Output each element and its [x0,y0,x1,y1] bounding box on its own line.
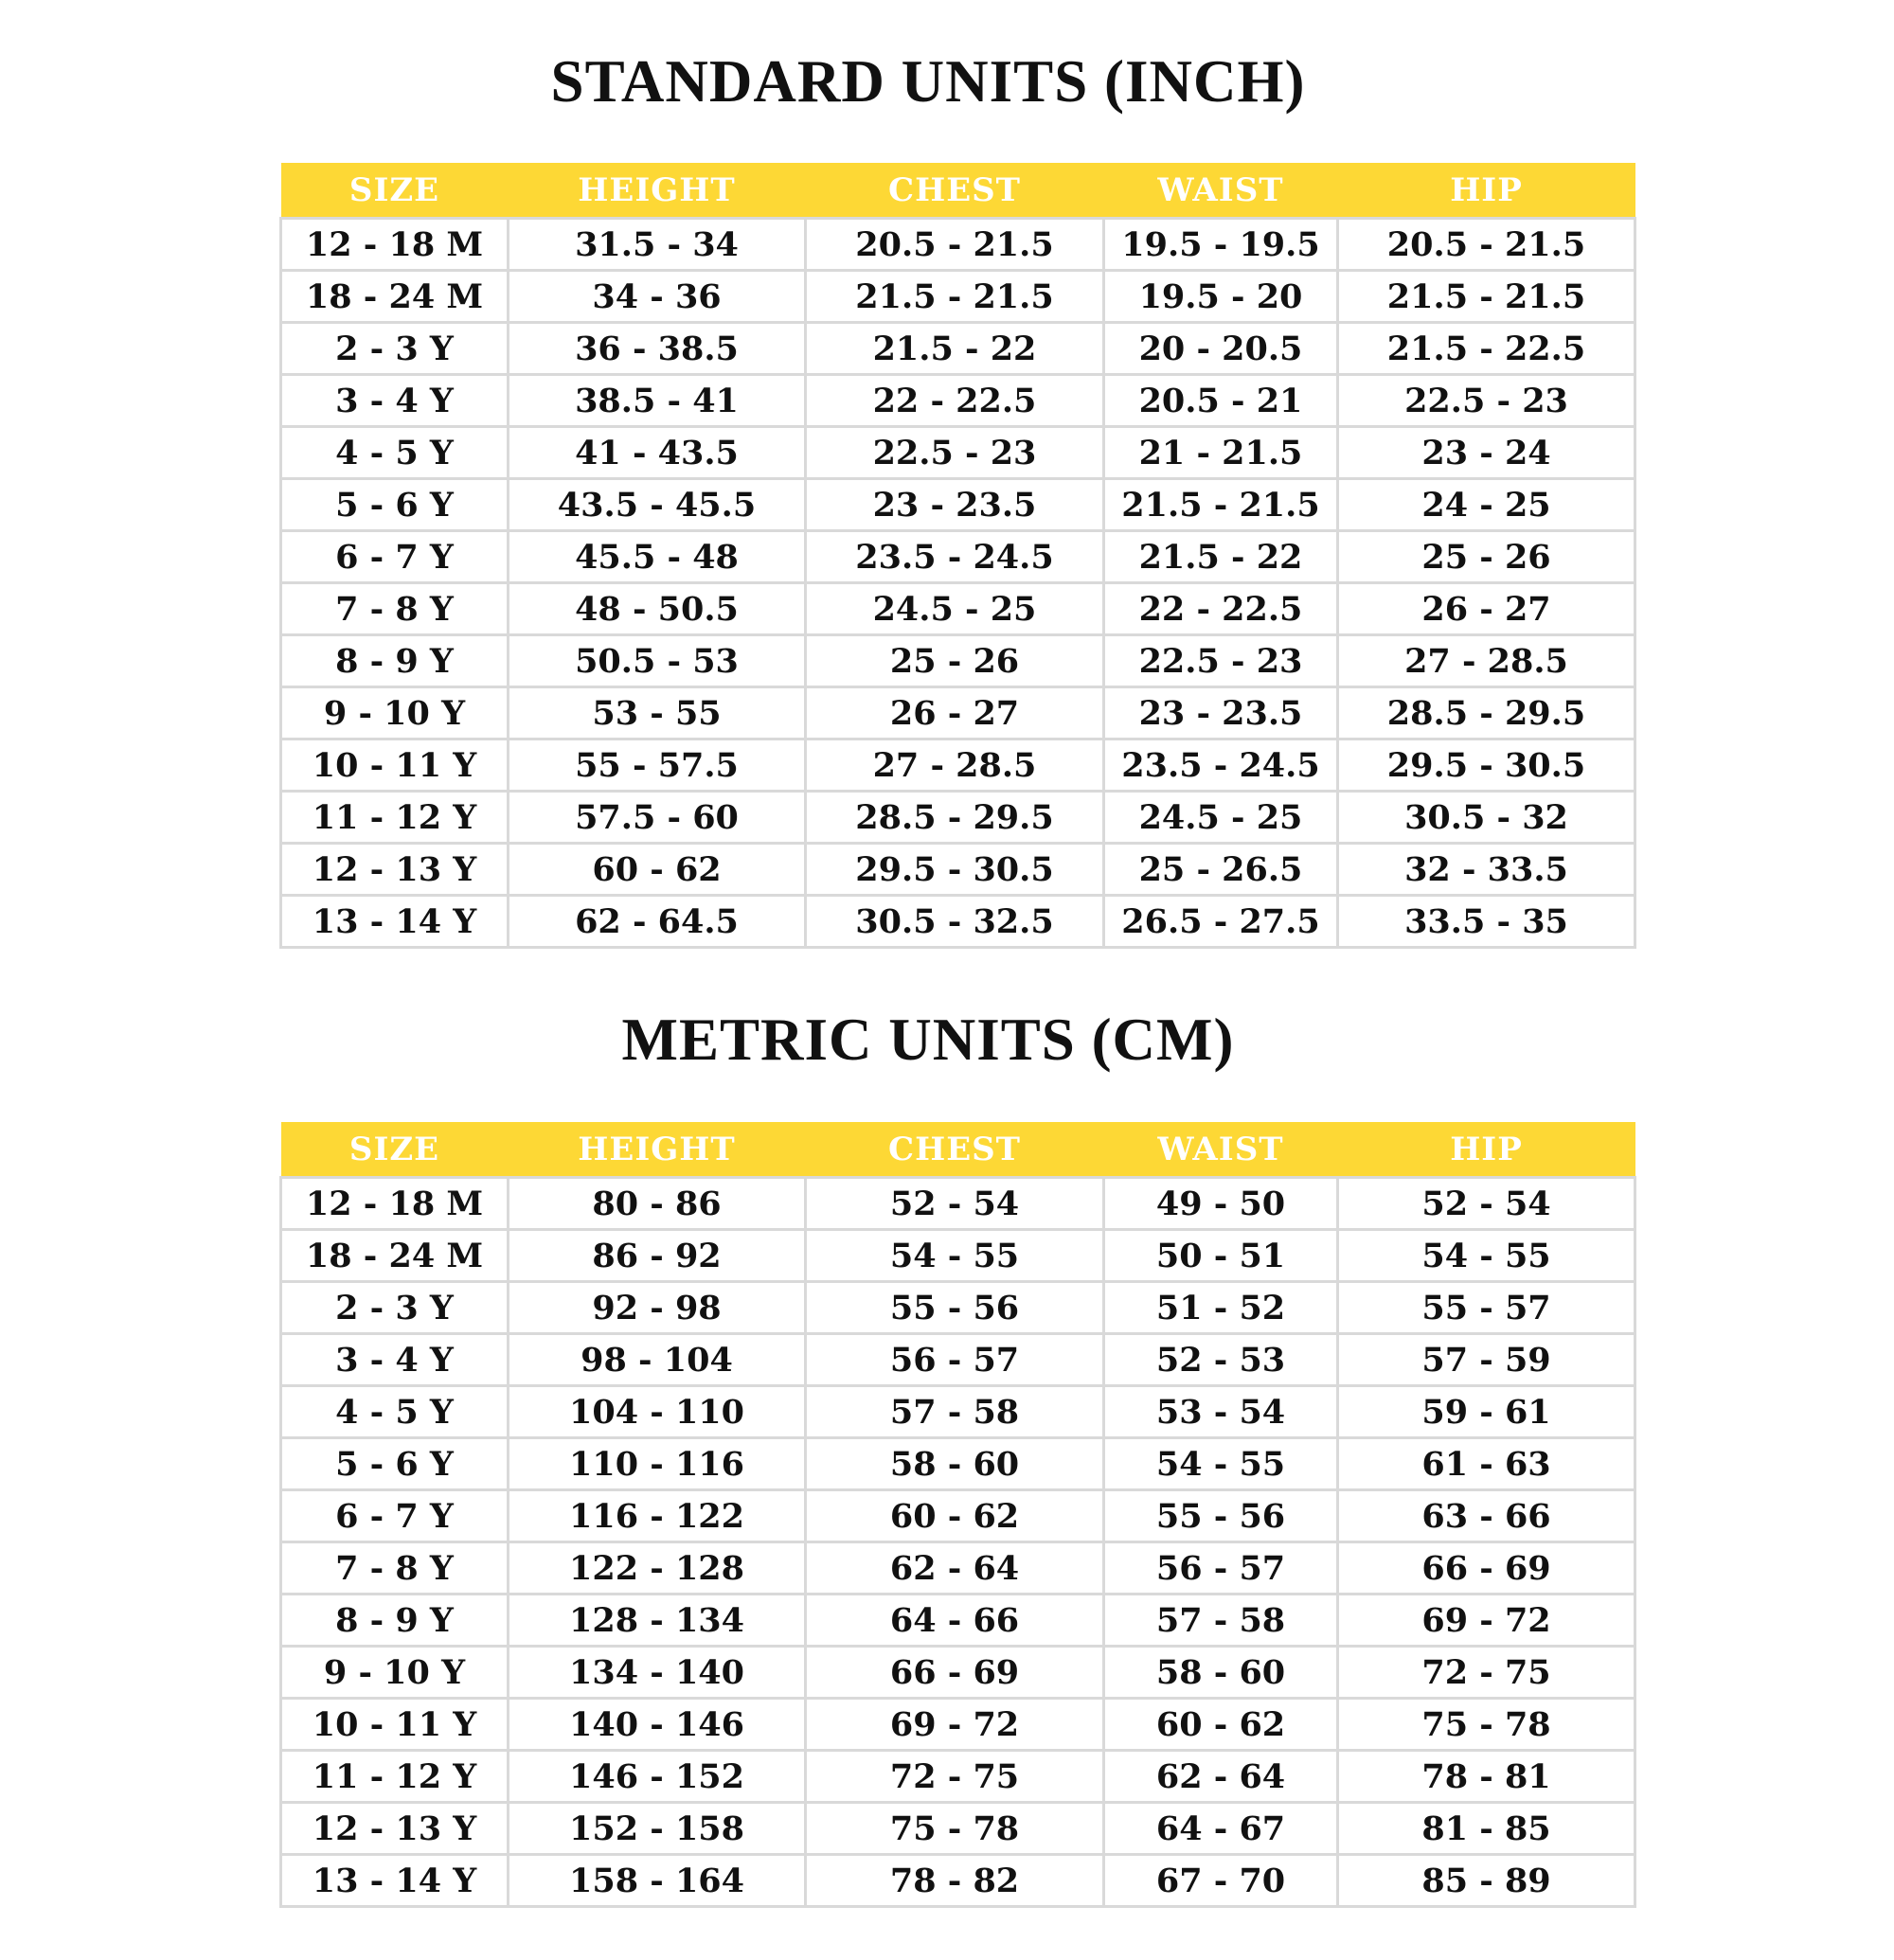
cell-waist: 64 - 67 [1104,1803,1338,1855]
cell-hip: 66 - 69 [1338,1542,1635,1595]
cell-size: 5 - 6 Y [281,479,509,531]
cell-chest: 21.5 - 22 [806,323,1104,375]
cell-height: 34 - 36 [509,271,806,323]
table-row [281,219,1635,271]
cell-size: 12 - 13 Y [281,844,509,896]
cell-hip: 57 - 59 [1338,1334,1635,1386]
cell-height: 128 - 134 [509,1595,806,1647]
cell-waist: 20.5 - 21 [1104,375,1338,427]
cell-waist: 49 - 50 [1104,1178,1338,1230]
table-row [281,687,1635,739]
table-row [281,531,1635,583]
metric-table-body [281,1178,1635,1907]
column-header-height: HEIGHT [509,163,806,219]
cell-chest: 66 - 69 [806,1647,1104,1699]
cell-hip: 69 - 72 [1338,1595,1635,1647]
cell-height: 38.5 - 41 [509,375,806,427]
cell-waist: 60 - 62 [1104,1699,1338,1751]
cell-height: 53 - 55 [509,687,806,739]
cell-size: 13 - 14 Y [281,896,509,948]
cell-height: 45.5 - 48 [509,531,806,583]
cell-size: 6 - 7 Y [281,1490,509,1542]
cell-waist: 19.5 - 20 [1104,271,1338,323]
cell-chest: 26 - 27 [806,687,1104,739]
cell-hip: 54 - 55 [1338,1230,1635,1282]
cell-hip: 22.5 - 23 [1338,375,1635,427]
cell-size: 2 - 3 Y [281,323,509,375]
cell-size: 12 - 13 Y [281,1803,509,1855]
cell-size: 12 - 18 M [281,219,509,271]
table-row [281,1542,1635,1595]
cell-size: 9 - 10 Y [281,1647,509,1699]
cell-hip: 21.5 - 22.5 [1338,323,1635,375]
table-row [281,1855,1635,1907]
cell-hip: 55 - 57 [1338,1282,1635,1334]
cell-height: 86 - 92 [509,1230,806,1282]
table-row [281,1803,1635,1855]
cell-waist: 20 - 20.5 [1104,323,1338,375]
cell-size: 10 - 11 Y [281,739,509,792]
cell-hip: 25 - 26 [1338,531,1635,583]
cell-size: 3 - 4 Y [281,375,509,427]
cell-waist: 51 - 52 [1104,1282,1338,1334]
table-header-row [281,163,1635,219]
cell-hip: 61 - 63 [1338,1438,1635,1490]
table-row [281,792,1635,844]
cell-height: 98 - 104 [509,1334,806,1386]
column-header-hip: HIP [1338,163,1635,219]
cell-waist: 23 - 23.5 [1104,687,1338,739]
cell-chest: 78 - 82 [806,1855,1104,1907]
cell-chest: 72 - 75 [806,1751,1104,1803]
cell-chest: 69 - 72 [806,1699,1104,1751]
cell-waist: 58 - 60 [1104,1647,1338,1699]
cell-chest: 62 - 64 [806,1542,1104,1595]
cell-chest: 52 - 54 [806,1178,1104,1230]
cell-hip: 75 - 78 [1338,1699,1635,1751]
cell-height: 36 - 38.5 [509,323,806,375]
cell-waist: 54 - 55 [1104,1438,1338,1490]
standard-units-title: STANDARD UNITS (INCH) [550,48,1306,115]
cell-hip: 52 - 54 [1338,1178,1635,1230]
cell-chest: 22 - 22.5 [806,375,1104,427]
cell-size: 6 - 7 Y [281,531,509,583]
column-header-size: SIZE [281,163,509,219]
cell-size: 11 - 12 Y [281,1751,509,1803]
column-header-waist: WAIST [1104,163,1338,219]
cell-height: 50.5 - 53 [509,635,806,687]
cell-hip: 23 - 24 [1338,427,1635,479]
table-row [281,1751,1635,1803]
cell-hip: 24 - 25 [1338,479,1635,531]
cell-waist: 24.5 - 25 [1104,792,1338,844]
column-header-hip: HIP [1338,1122,1635,1178]
cell-hip: 29.5 - 30.5 [1338,739,1635,792]
table-row [281,1386,1635,1438]
cell-waist: 21.5 - 21.5 [1104,479,1338,531]
cell-chest: 55 - 56 [806,1282,1104,1334]
cell-hip: 78 - 81 [1338,1751,1635,1803]
cell-size: 8 - 9 Y [281,1595,509,1647]
cell-hip: 85 - 89 [1338,1855,1635,1907]
table-header-row [281,1122,1635,1178]
cell-chest: 23.5 - 24.5 [806,531,1104,583]
cell-chest: 56 - 57 [806,1334,1104,1386]
table-row [281,427,1635,479]
table-row [281,844,1635,896]
cell-chest: 57 - 58 [806,1386,1104,1438]
cell-size: 2 - 3 Y [281,1282,509,1334]
cell-height: 62 - 64.5 [509,896,806,948]
cell-waist: 22.5 - 23 [1104,635,1338,687]
cell-hip: 32 - 33.5 [1338,844,1635,896]
cell-size: 8 - 9 Y [281,635,509,687]
cell-size: 10 - 11 Y [281,1699,509,1751]
cell-height: 116 - 122 [509,1490,806,1542]
cell-size: 13 - 14 Y [281,1855,509,1907]
cell-waist: 55 - 56 [1104,1490,1338,1542]
standard-size-table [279,163,1636,949]
cell-waist: 22 - 22.5 [1104,583,1338,635]
cell-height: 134 - 140 [509,1647,806,1699]
cell-waist: 21.5 - 22 [1104,531,1338,583]
cell-chest: 23 - 23.5 [806,479,1104,531]
cell-hip: 33.5 - 35 [1338,896,1635,948]
cell-height: 43.5 - 45.5 [509,479,806,531]
cell-chest: 24.5 - 25 [806,583,1104,635]
cell-chest: 75 - 78 [806,1803,1104,1855]
cell-hip: 30.5 - 32 [1338,792,1635,844]
table-row [281,1230,1635,1282]
cell-height: 31.5 - 34 [509,219,806,271]
cell-size: 9 - 10 Y [281,687,509,739]
cell-waist: 26.5 - 27.5 [1104,896,1338,948]
table-row [281,1282,1635,1334]
table-row [281,1334,1635,1386]
table-row [281,1595,1635,1647]
cell-hip: 28.5 - 29.5 [1338,687,1635,739]
cell-size: 5 - 6 Y [281,1438,509,1490]
cell-waist: 52 - 53 [1104,1334,1338,1386]
cell-size: 18 - 24 M [281,271,509,323]
column-header-waist: WAIST [1104,1122,1338,1178]
cell-chest: 28.5 - 29.5 [806,792,1104,844]
cell-hip: 72 - 75 [1338,1647,1635,1699]
cell-size: 11 - 12 Y [281,792,509,844]
cell-chest: 21.5 - 21.5 [806,271,1104,323]
cell-chest: 54 - 55 [806,1230,1104,1282]
cell-size: 18 - 24 M [281,1230,509,1282]
cell-height: 158 - 164 [509,1855,806,1907]
cell-height: 122 - 128 [509,1542,806,1595]
table-row [281,1490,1635,1542]
table-row [281,739,1635,792]
cell-chest: 22.5 - 23 [806,427,1104,479]
cell-chest: 64 - 66 [806,1595,1104,1647]
cell-height: 152 - 158 [509,1803,806,1855]
metric-units-title: METRIC UNITS (CM) [621,1007,1235,1073]
cell-height: 55 - 57.5 [509,739,806,792]
cell-size: 4 - 5 Y [281,427,509,479]
table-row [281,479,1635,531]
cell-hip: 21.5 - 21.5 [1338,271,1635,323]
cell-hip: 59 - 61 [1338,1386,1635,1438]
table-row [281,375,1635,427]
cell-height: 146 - 152 [509,1751,806,1803]
cell-height: 80 - 86 [509,1178,806,1230]
cell-chest: 27 - 28.5 [806,739,1104,792]
cell-chest: 58 - 60 [806,1438,1104,1490]
cell-waist: 67 - 70 [1104,1855,1338,1907]
table-row [281,1438,1635,1490]
cell-size: 3 - 4 Y [281,1334,509,1386]
cell-chest: 20.5 - 21.5 [806,219,1104,271]
cell-chest: 60 - 62 [806,1490,1104,1542]
cell-height: 140 - 146 [509,1699,806,1751]
column-header-chest: CHEST [806,1122,1104,1178]
table-row [281,635,1635,687]
table-row [281,1647,1635,1699]
cell-size: 7 - 8 Y [281,583,509,635]
cell-height: 57.5 - 60 [509,792,806,844]
cell-hip: 20.5 - 21.5 [1338,219,1635,271]
cell-hip: 81 - 85 [1338,1803,1635,1855]
cell-chest: 30.5 - 32.5 [806,896,1104,948]
cell-waist: 21 - 21.5 [1104,427,1338,479]
cell-height: 48 - 50.5 [509,583,806,635]
cell-waist: 56 - 57 [1104,1542,1338,1595]
cell-waist: 25 - 26.5 [1104,844,1338,896]
cell-waist: 57 - 58 [1104,1595,1338,1647]
table-row [281,583,1635,635]
table-row [281,271,1635,323]
cell-waist: 62 - 64 [1104,1751,1338,1803]
table-row [281,1178,1635,1230]
cell-waist: 19.5 - 19.5 [1104,219,1338,271]
table-row [281,323,1635,375]
cell-height: 60 - 62 [509,844,806,896]
cell-height: 110 - 116 [509,1438,806,1490]
cell-chest: 25 - 26 [806,635,1104,687]
cell-height: 104 - 110 [509,1386,806,1438]
standard-table-body [281,219,1635,948]
cell-size: 12 - 18 M [281,1178,509,1230]
cell-hip: 63 - 66 [1338,1490,1635,1542]
cell-height: 41 - 43.5 [509,427,806,479]
cell-waist: 50 - 51 [1104,1230,1338,1282]
cell-hip: 26 - 27 [1338,583,1635,635]
cell-chest: 29.5 - 30.5 [806,844,1104,896]
table-row [281,896,1635,948]
cell-waist: 53 - 54 [1104,1386,1338,1438]
cell-height: 92 - 98 [509,1282,806,1334]
column-header-height: HEIGHT [509,1122,806,1178]
cell-size: 7 - 8 Y [281,1542,509,1595]
cell-size: 4 - 5 Y [281,1386,509,1438]
cell-waist: 23.5 - 24.5 [1104,739,1338,792]
table-row [281,1699,1635,1751]
metric-size-table [279,1122,1636,1908]
column-header-size: SIZE [281,1122,509,1178]
cell-hip: 27 - 28.5 [1338,635,1635,687]
column-header-chest: CHEST [806,163,1104,219]
